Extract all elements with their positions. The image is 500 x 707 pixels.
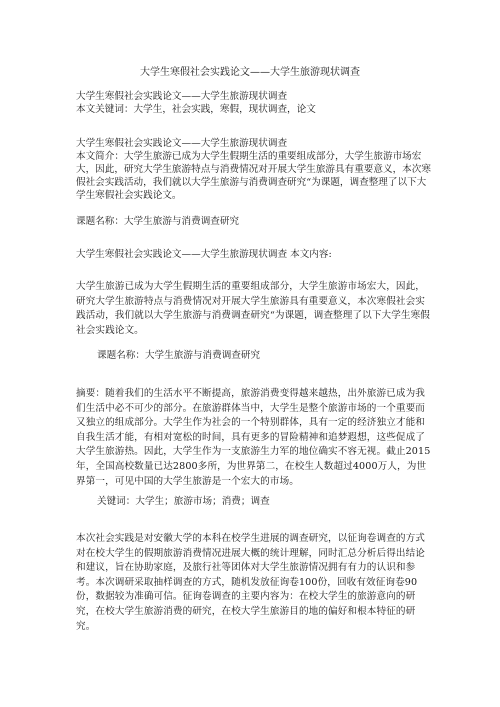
keywords-line: 本文关键词：大学生，社会实践，寒假，现状调查，论文 — [76, 104, 316, 115]
body-paragraph-2: 本次社会实践是对安徽大学的本科在校学生进展的调查研究，以征询卷调查的方式对在校大学生的假期旅游消费情况进展大概的统计理解，同时汇总分析后得出结论和建议，旨在协助家庭，及旅行社等团体对大学生旅游情况拥有有力的认识和参考。本次调研采取抽样调查的方式，随机发放征询卷100份，回收有效征询卷90份，数据较为准确可信。征询卷调查的主要内容为：在校大学生的旅游意向的研究，在校大学生旅游消费的研究，在校大学生旅游目的地的偏好和根本特征的研究。 — [76, 533, 425, 632]
summary-intro: 本文简介：大学生旅游已成为大学生假期生活的重要组成部分，大学生旅游市场宏大，因此，研究大学生旅游特点与消费情况对开展大学生旅游具有重要意义，本次寒假社会实践活动，我们就以大学生旅游与消费调查研究“为课题，调查整理了以下大学生寒假社会实践论文。 — [76, 151, 431, 201]
header-title-line: 大学生寒假社会实践论文——大学生旅游现状调查 — [76, 91, 288, 102]
summary-heading: 大学生寒假社会实践论文——大学生旅游现状调查 — [76, 138, 288, 149]
summary-topic: 课题名称：大学生旅游与消费调查研究 — [76, 216, 240, 227]
content-heading: 大学生寒假社会实践论文——大学生旅游现状调查 本文内容: — [76, 249, 332, 260]
document-title: 大学生寒假社会实践论文——大学生旅游现状调查 — [140, 67, 360, 78]
keywords-paragraph: 关键词：大学生；旅游市场；消费；调查 — [97, 496, 270, 507]
abstract-paragraph: 摘要：随着我们的生活水平不断提高，旅游消费变得越来越热，出外旅游已成为我们生活中必不可少的部分。在旅游群体当中，大学生是整个旅游市场的一个重要而又独立的组成部分。大学生作为社会的一个特别群体，具有一定的经济独立才能和自我生活才能，有相对宽松的时间，具有更多的冒险精神和追梦遐想，这些促成了大学生旅游热。因此，大学生作为一支旅游生力军的地位确实不容无视。截止2015年，全国高校数量已达2800多所，为世界第二，在校生人数超过4000万人，为世界第一，可见中国的大学生旅游是一个宏大的市场。 — [76, 388, 431, 487]
body-paragraph-1: 大学生旅游已成为大学生假期生活的重要组成部分，大学生旅游市场宏大，因此，研究大学生旅游特点与消费情况对开展大学生旅游具有重要意义，本次寒假社会实践活动，我们就以大学生旅游与消费调查研究“为课题，调查整理了以下大学生寒假社会实践论文。 — [76, 281, 430, 336]
topic-line: 课题名称：大学生旅游与消费调查研究 — [97, 350, 261, 361]
